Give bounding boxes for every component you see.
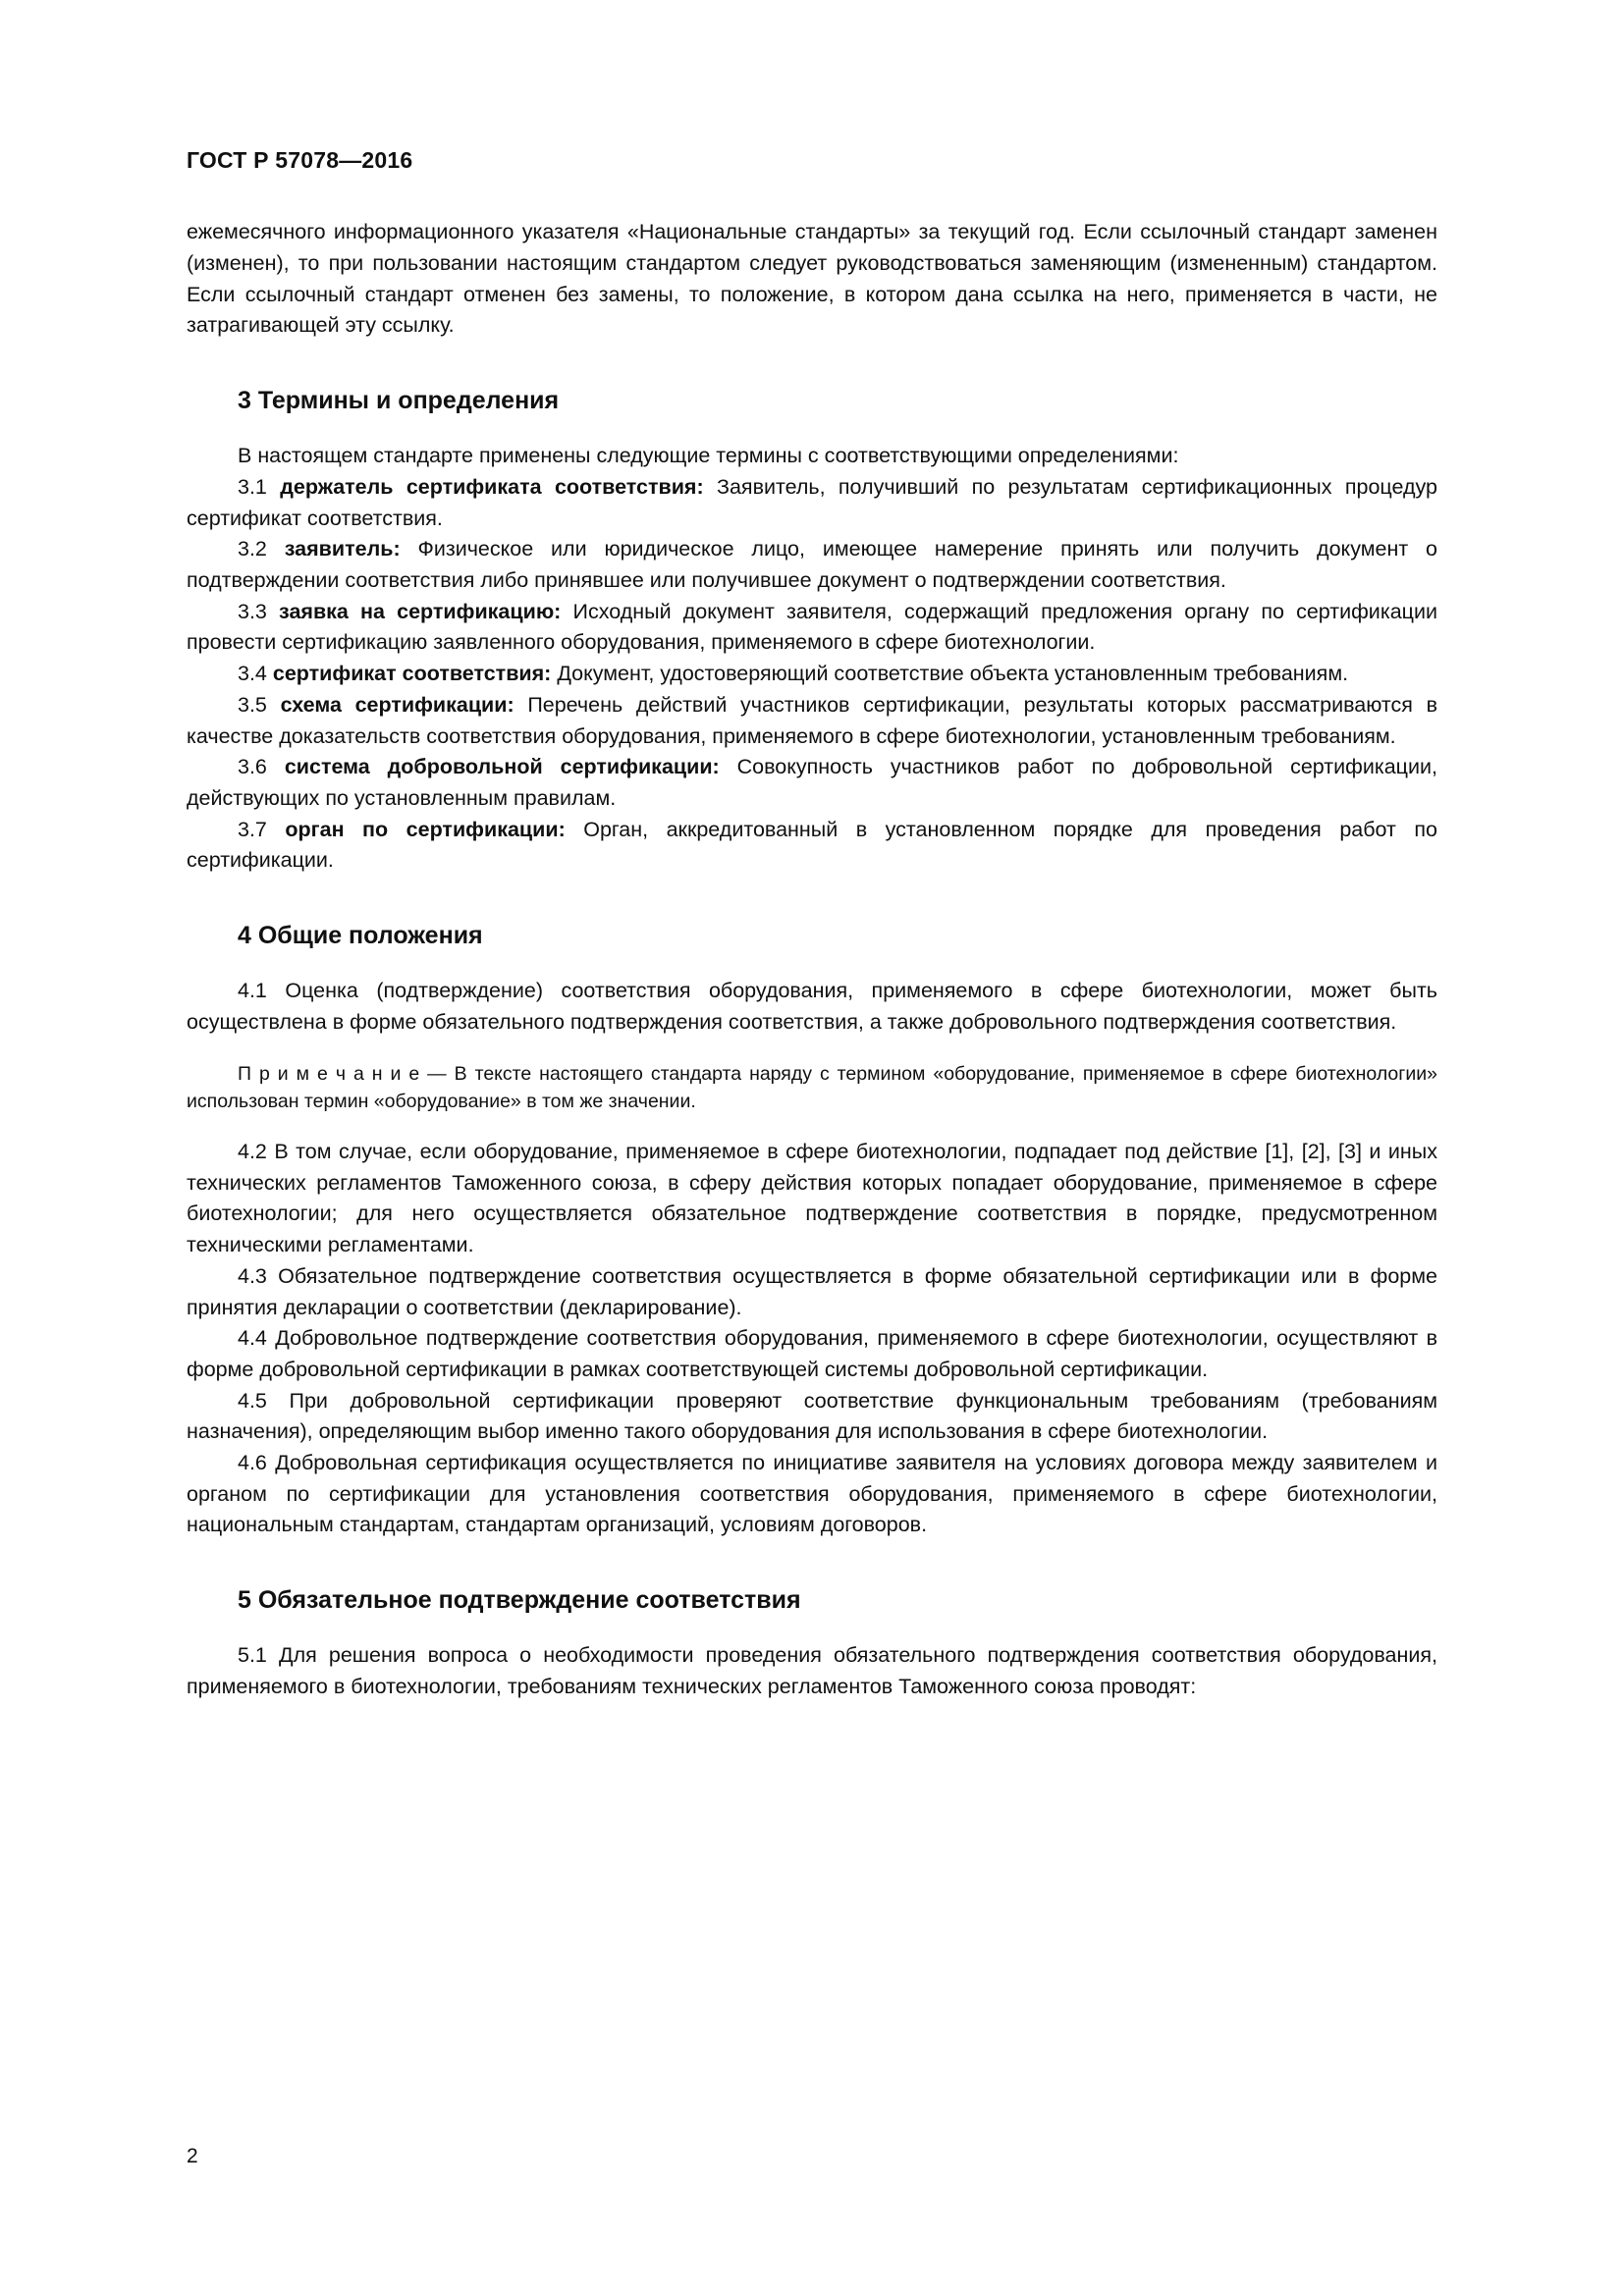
term-number: 3.4 — [238, 662, 267, 686]
term-number: 3.7 — [238, 817, 267, 841]
term-definition: Орган, аккредитованный в установленном порядке для проведения работ по сертификации. — [187, 817, 1437, 873]
term-name: схема сертификации: — [280, 692, 514, 717]
section-heading-3: 3 Термины и определения — [238, 387, 560, 415]
term-item-3-3 — [187, 597, 1437, 659]
term-name: держатель сертификата соответствия: — [280, 474, 704, 499]
term-number: 3.3 — [238, 599, 267, 623]
spacer — [187, 1615, 1437, 1640]
spacer — [187, 415, 1437, 441]
paragraph-4-4: 4.4 Добровольное подтверждение соответствия оборудования, применяемого в сфере биотехнологии, осуществляют в форме добровольной сертификации в рамках соответствующей системы добровольной сертификации. — [187, 1326, 1437, 1381]
term-item-3-1 — [187, 472, 1437, 534]
term-name: заявка на сертификацию: — [279, 599, 562, 623]
term-item-3-4 — [187, 659, 1437, 690]
spacer — [187, 950, 1437, 976]
spacer — [187, 1541, 1437, 1586]
section-3-lead: В настоящем стандарте применены следующие термины с соответствующими определениями: — [238, 444, 1179, 468]
note-4-1 — [187, 1060, 1437, 1116]
section-heading-5: 5 Обязательное подтверждение соответствия — [238, 1586, 801, 1615]
term-item-3-2 — [187, 534, 1437, 596]
term-definition: Исходный документ заявителя, содержащий предложения органу по сертификации провести сертификацию заявленного оборудования, применяемого в сфере биотехнологии. — [187, 599, 1437, 655]
note-text: — В тексте настоящего стандарта наряду с термином «оборудование, применяемое в сфере биотехнологии» использован термин «оборудование» в том же значении. — [187, 1062, 1438, 1112]
page-number: 2 — [187, 2145, 198, 2167]
paragraph-4-1: 4.1 Оценка (подтверждение) соответствия оборудования, применяемого в сфере биотехнологии, может быть осуществлена в форме обязательного подтверждения соответствия, а также добровольного подтверждения соответствия. — [187, 979, 1437, 1034]
term-definition: Заявитель, получивший по результатам сертификационных процедур сертификат соответствия. — [187, 474, 1437, 530]
term-item-3-7 — [187, 815, 1437, 877]
spacer — [187, 877, 1437, 922]
paragraph-4-5: 4.5 При добровольной сертификации проверяют соответствие функциональным требованиям (требованиям назначения), определяющим выбор именно такого оборудования для использования в сфере биотехнологии. — [187, 1388, 1437, 1444]
term-name: система добровольной сертификации: — [284, 755, 720, 779]
spacer — [187, 1039, 1437, 1060]
term-definition: Перечень действий участников сертификации, результаты которых рассматриваются в качестве доказательств соответствия оборудования, применяемого в сфере биотехнологии, установленным требованиям. — [187, 692, 1437, 748]
intro-paragraph: ежемесячного информационного указателя «Национальные стандарты» за текущий год. Если ссылочный стандарт заменен (изменен), то при пользовании настоящим стандартом следует руководствоваться заменяющим (измененным) стандартом. Если ссылочный стандарт отменен без замены, то положение, в котором дана ссылка на него, применяется в части, не затрагивающей эту ссылку. — [187, 220, 1437, 338]
term-number: 3.5 — [238, 692, 267, 717]
paragraph-4-2: 4.2 В том случае, если оборудование, применяемое в сфере биотехнологии, подпадает под действие [1], [2], [3] и иных технических регламентов Таможенного союза, в сферу действия которых попадает оборудование, применяемое в сфере биотехнологии; для него осуществляется обязательное подтверждение соответствия в порядке, предусмотренном техническими регламентами. — [187, 1140, 1437, 1257]
term-name: заявитель: — [284, 537, 401, 561]
term-definition: Совокупность участников работ по добровольной сертификации, действующих по установленным правилам. — [187, 755, 1437, 810]
term-name: орган по сертификации: — [285, 817, 566, 841]
term-name: сертификат соответствия: — [272, 662, 552, 686]
paragraph-4-6: 4.6 Добровольная сертификация осуществляется по инициативе заявителя на условиях договора между заявителем и органом по сертификации для установления соответствия оборудования, применяемого в сфере биотехнологии, национальным стандартам, стандартам организаций, условиям договоров. — [187, 1451, 1437, 1537]
spacer — [187, 342, 1437, 387]
term-number: 3.1 — [238, 474, 267, 499]
term-definition: Документ, удостоверяющий соответствие объекта установленным требованиям. — [557, 662, 1349, 686]
spacer — [187, 1115, 1437, 1137]
page-header: ГОСТ Р 57078—2016 — [187, 147, 413, 173]
term-number: 3.6 — [238, 755, 267, 779]
term-item-3-6 — [187, 752, 1437, 814]
note-label: П р и м е ч а н и е — [238, 1062, 420, 1085]
term-item-3-5 — [187, 690, 1437, 752]
paragraph-5-1: 5.1 Для решения вопроса о необходимости проведения обязательного подтверждения соответствия оборудования, применяемого в биотехнологии, требованиям технических регламентов Таможенного союза проводят: — [187, 1643, 1437, 1698]
term-number: 3.2 — [238, 537, 267, 561]
paragraph-4-3: 4.3 Обязательное подтверждение соответствия осуществляется в форме обязательной сертификации или в форме принятия декларации о соответствии (декларирование). — [187, 1263, 1437, 1319]
term-definition: Физическое или юридическое лицо, имеющее намерение принять или получить документ о подтверждении соответствия либо принявшее или получившее документ о подтверждении соответствия. — [187, 537, 1437, 593]
section-heading-4: 4 Общие положения — [238, 922, 483, 950]
intro-block — [187, 217, 1437, 342]
